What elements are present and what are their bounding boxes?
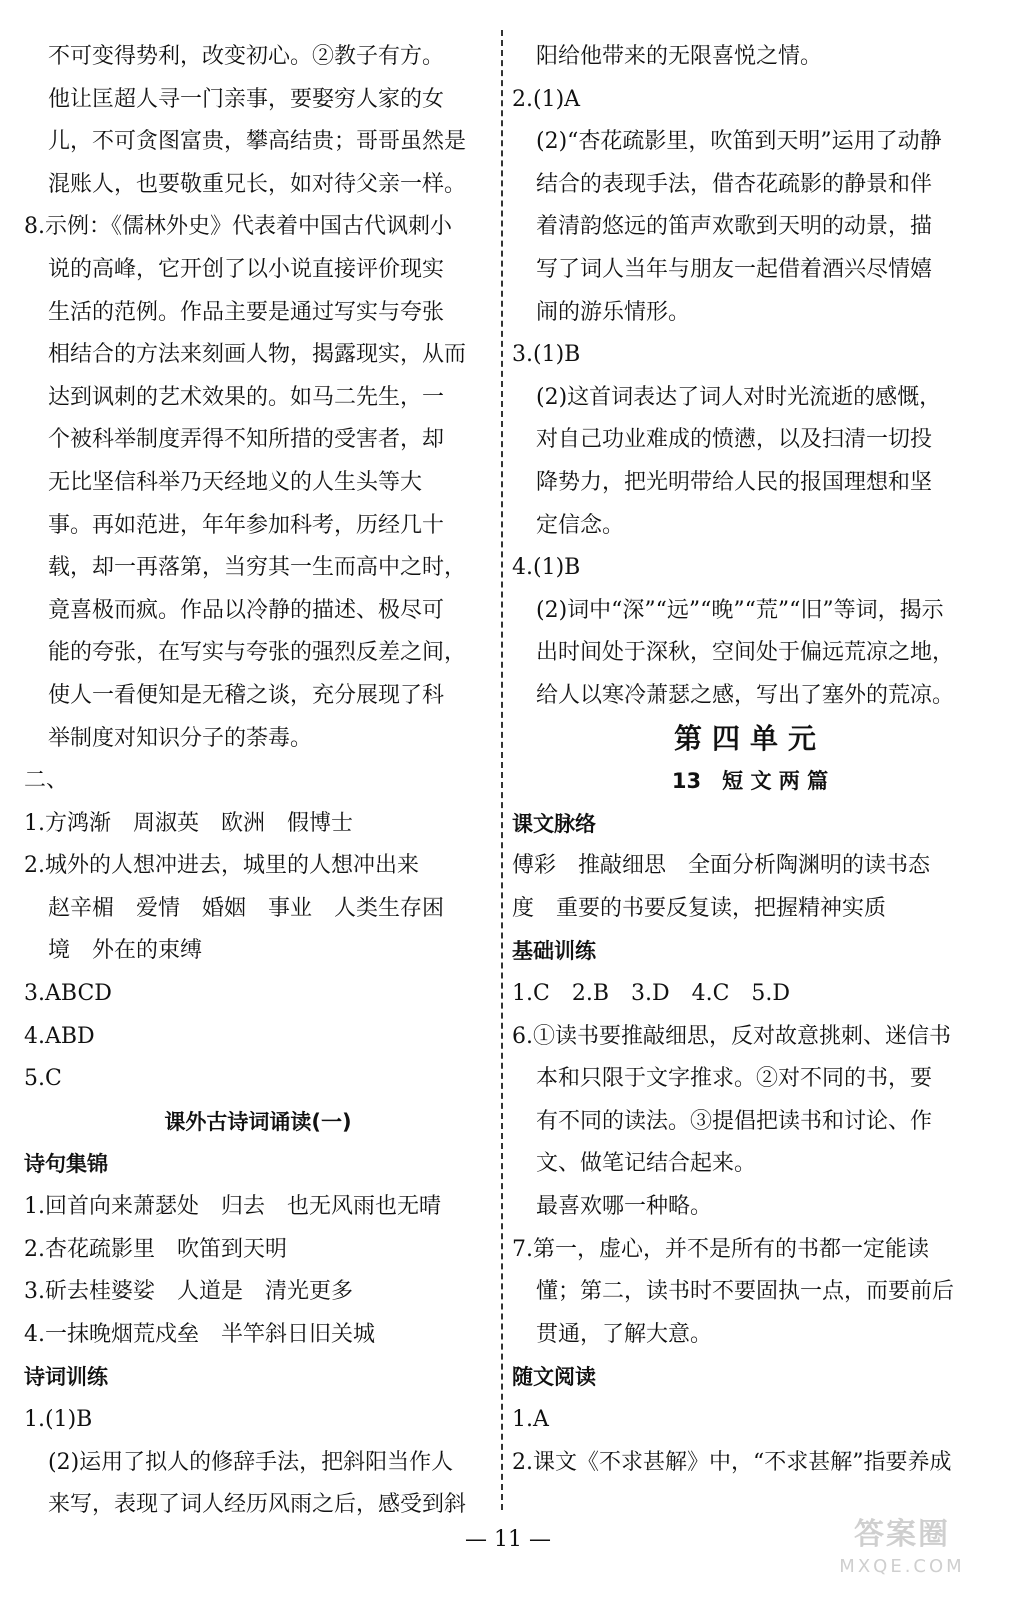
text-line: 生活的范例。作品主要是通过写实与夸张 bbox=[48, 299, 445, 325]
text-line: (2)这首词表达了词人对时光流逝的感慨， bbox=[536, 384, 942, 410]
text-line: 无比坚信科举乃天经地义的人生头等大 bbox=[48, 469, 423, 495]
text-line: 竟喜极而疯。作品以冷静的描述、极尽可 bbox=[48, 597, 445, 623]
text-line: 3.(1)B bbox=[512, 342, 581, 368]
text-line: 7.第一，虚心，并不是所有的书都一定能读 bbox=[512, 1236, 929, 1262]
watermark-text: 答案圈 bbox=[854, 1517, 950, 1552]
text-line: 闹的游乐情形。 bbox=[536, 299, 691, 325]
text-line: 2.(1)A bbox=[512, 86, 581, 112]
text-line: 相结合的方法来刻画人物，揭露现实，从而 bbox=[48, 342, 467, 368]
text-line: 儿，不可贪图富贵，攀高结贵；哥哥虽然是 bbox=[48, 129, 467, 155]
text-line: 1.方鸿渐 周淑英 欧洲 假博士 bbox=[24, 810, 353, 836]
page-number: — 11 — bbox=[465, 1527, 551, 1552]
text-line: 1.A bbox=[512, 1407, 549, 1432]
section-heading: 诗词训练 bbox=[24, 1365, 108, 1390]
text-line: 度 重要的书要反复读，把握精神实质 bbox=[512, 895, 887, 921]
text-line: 来写，表现了词人经历风雨之后，感受到斜 bbox=[48, 1492, 467, 1518]
text-line: 着清韵悠远的笛声欢歌到天明的动景，描 bbox=[536, 214, 933, 240]
text-line: 文、做笔记结合起来。 bbox=[536, 1151, 757, 1177]
text-line: 他让匡超人寻一门亲事，要娶穷人家的女 bbox=[48, 86, 445, 112]
text-line: 贯通，了解大意。 bbox=[536, 1321, 713, 1347]
text-line: 赵辛楣 爱情 婚姻 事业 人类生存困 bbox=[48, 895, 445, 921]
section-heading: 随文阅读 bbox=[512, 1365, 596, 1390]
text-line: 8.示例：《儒林外史》代表着中国古代讽刺小 bbox=[24, 214, 452, 240]
text-line: (2)“杏花疏影里，吹笛到天明”运用了动静 bbox=[536, 129, 942, 155]
text-line: 达到讽刺的艺术效果的。如马二先生，一 bbox=[48, 384, 445, 410]
text-line: 使人一看便知是无稽之谈，充分展现了科 bbox=[48, 682, 445, 708]
text-line: 能的夸张，在写实与夸张的强烈反差之间， bbox=[48, 640, 467, 666]
text-line: 阳给他带来的无限喜悦之情。 bbox=[536, 44, 823, 69]
text-line: 二、 bbox=[24, 768, 69, 794]
text-line: 出时间处于深秋，空间处于偏远荒凉之地， bbox=[536, 640, 955, 666]
right-column bbox=[512, 36, 988, 1484]
text-line: (2)运用了拟人的修辞手法，把斜阳当作人 bbox=[48, 1449, 454, 1475]
text-line: 4.(1)B bbox=[512, 555, 581, 581]
text-line: 降势力，把光明带给人民的报国理想和坚 bbox=[536, 469, 933, 495]
text-line: 载，却一再落第，当穷其一生而高中之时， bbox=[48, 555, 467, 581]
text-line: 3.ABCD bbox=[24, 981, 112, 1007]
watermark-logo bbox=[814, 1515, 990, 1587]
text-line: 2.城外的人想冲进去，城里的人想冲出来 bbox=[24, 853, 419, 879]
section-heading: 基础训练 bbox=[512, 939, 596, 964]
text-line: 5.C bbox=[24, 1066, 62, 1092]
left-column bbox=[24, 36, 492, 1527]
text-line: (2)词中“深”“远”“晚”“荒”“旧”等词，揭示 bbox=[536, 597, 944, 623]
text-line: 1.C 2.B 3.D 4.C 5.D bbox=[512, 981, 791, 1007]
text-line: 最喜欢哪一种略。 bbox=[536, 1194, 713, 1220]
text-line: 1.(1)B bbox=[24, 1407, 93, 1432]
text-line: 说的高峰，它开创了以小说直接评价现实 bbox=[48, 256, 445, 282]
text-line: 写了词人当年与朋友一起借着酒兴尽情嬉 bbox=[536, 256, 933, 282]
text-line: 有不同的读法。③提倡把读书和讨论、作 bbox=[536, 1108, 933, 1134]
text-line: 2.杏花疏影里 吹笛到天明 bbox=[24, 1236, 287, 1262]
section-heading: 课外古诗词诵读(一) bbox=[164, 1109, 352, 1134]
text-line: 1.回首向来萧瑟处 归去 也无风雨也无晴 bbox=[24, 1194, 441, 1220]
text-line: 4.ABD bbox=[24, 1023, 95, 1049]
column-divider bbox=[501, 30, 503, 1510]
text-line: 混账人，也要敬重兄长，如对待父亲一样。 bbox=[48, 171, 467, 197]
text-line: 4.一抹晚烟荒戍垒 半竿斜日旧关城 bbox=[24, 1321, 375, 1347]
text-line: 结合的表现手法，借杏花疏影的静景和伴 bbox=[536, 171, 933, 197]
text-line: 举制度对知识分子的荼毒。 bbox=[48, 725, 313, 751]
section-heading: 13 短 文 两 篇 bbox=[671, 769, 829, 794]
text-line: 个被科举制度弄得不知所措的受害者，却 bbox=[48, 427, 445, 453]
text-line: 境 外在的束缚 bbox=[48, 938, 203, 964]
text-line: 对自己功业难成的愤懑，以及扫清一切投 bbox=[536, 427, 933, 453]
watermark-url: MXQE.COM bbox=[839, 1556, 965, 1577]
section-heading: 课文脉络 bbox=[512, 811, 596, 836]
text-line: 事。再如范进，年年参加科考，历经几十 bbox=[48, 512, 445, 538]
section-heading: 第四单元 bbox=[673, 721, 826, 755]
text-line: 本和只限于文字推求。②对不同的书，要 bbox=[536, 1066, 933, 1092]
text-line: 6.①读书要推敲细思，反对故意挑刺、迷信书 bbox=[512, 1023, 951, 1049]
section-heading: 诗句集锦 bbox=[24, 1152, 108, 1177]
text-line: 定信念。 bbox=[536, 512, 625, 538]
text-line: 给人以寒冷萧瑟之感，写出了塞外的荒凉。 bbox=[536, 682, 955, 708]
text-line: 不可变得势利，改变初心。②教子有方。 bbox=[48, 44, 445, 69]
text-line: 懂；第二，读书时不要固执一点，而要前后 bbox=[536, 1279, 955, 1305]
text-line: 2.课文《不求甚解》中，“不求甚解”指要养成 bbox=[512, 1449, 952, 1475]
text-line: 傅彩 推敲细思 全面分析陶渊明的读书态 bbox=[512, 853, 931, 879]
text-line: 3.斫去桂婆娑 人道是 清光更多 bbox=[24, 1279, 353, 1305]
